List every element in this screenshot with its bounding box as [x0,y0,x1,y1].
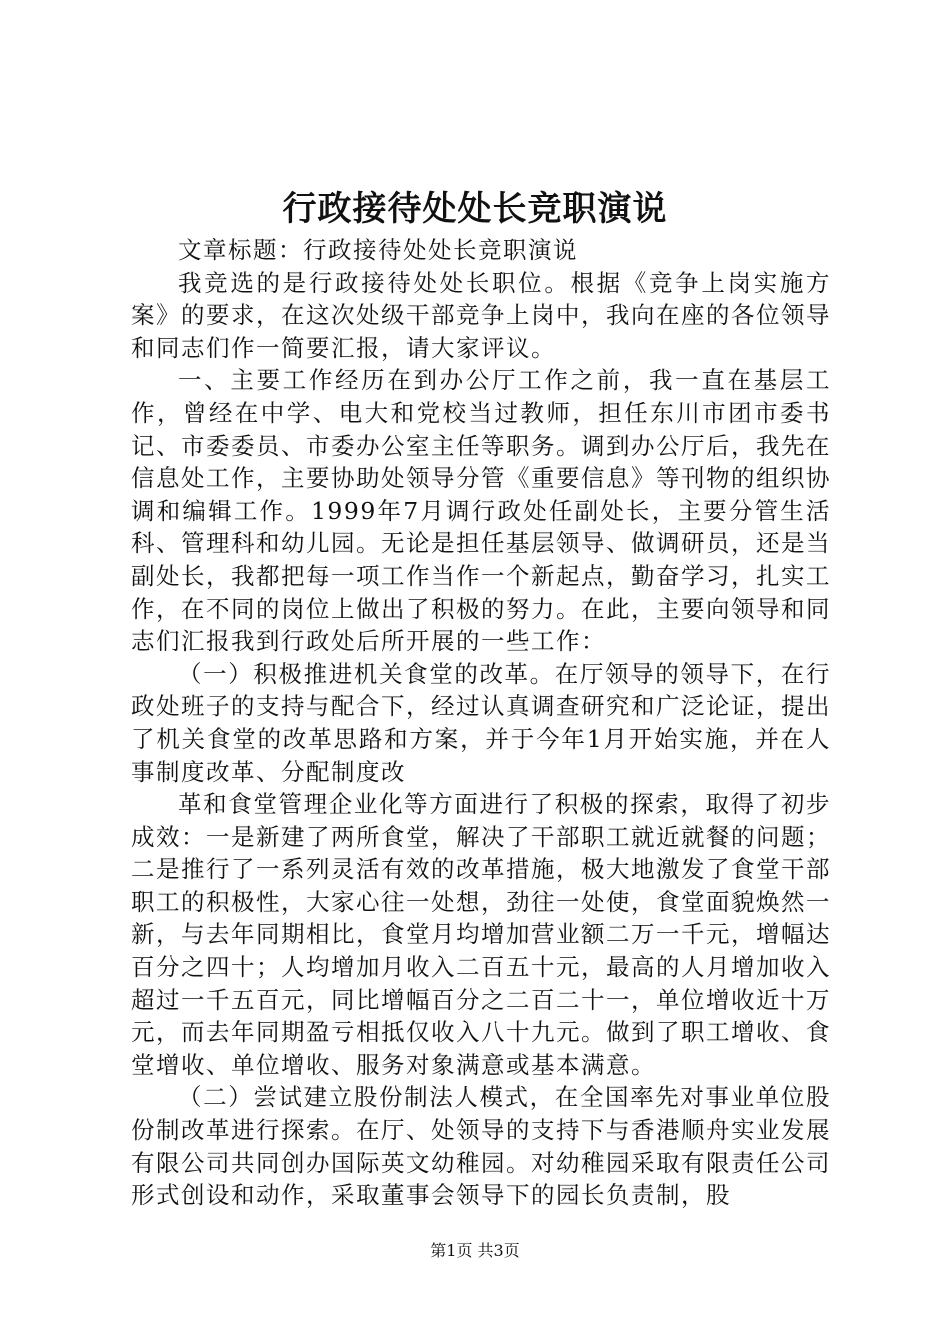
paragraph-article-title: 文章标题：行政接待处处长竞职演说 [178,236,578,264]
paragraph-canteen-reform: （一）积极推进机关食堂的改革。在厅领导的领导下，在行政处班子的支持与配合下，经过认真调查研究和广泛论证，提出了机关食堂的改革思路和方案，并于今年1月开始实施，并在人事制度改革、分配制度改 [131,659,831,786]
paragraph-shareholding-reform: （二）尝试建立股份制法人模式，在全国率先对事业单位股份制改革进行探索。在厅、处领导的支持下与香港顺舟实业发展有限公司共同创办国际英文幼稚园。对幼稚园采取有限责任公司形式创设和动作，采取董事会领导下的园长负责制，股 [131,1083,831,1210]
document-body [131,234,831,1212]
document-title: 行政接待处处长竞职演说 [282,189,668,229]
page-number-footer: 第1页 共3页 [430,1241,520,1260]
paragraph-intro: 我竞选的是行政接待处处长职位。根据《竞争上岗实施方案》的要求，在这次处级干部竞争上岗中，我向在座的各位领导和同志们作一简要汇报，请大家评议。 [131,268,831,362]
paragraph-work-history: 一、主要工作经历在到办公厅工作之前，我一直在基层工作，曾经在中学、电大和党校当过教师，担任东川市团市委书记、市委委员、市委办公室主任等职务。调到办公厅后，我先在信息处工作，主要协助处领导分管《重要信息》等刊物的组织协调和编辑工作。1999年7月调行政处任副处长，主要分管生活科、管理科和幼儿园。无论是担任基层领导、做调研员，还是当副处长，我都把每一项工作当作一个新起点，勤奋学习，扎实工作，在不同的岗位上做出了积极的努力。在此，主要向领导和同志们汇报我到行政处后所开展的一些工作： [131,366,831,656]
paragraph-canteen-results: 革和食堂管理企业化等方面进行了积极的探索，取得了初步成效：一是新建了两所食堂，解决了干部职工就近就餐的问题；二是推行了一系列灵活有效的改革措施，极大地激发了食堂干部职工的积极性，大家心往一处想，劲往一处使，食堂面貌焕然一新，与去年同期相比，食堂月均增加营业额二万一千元，增幅达百分之四十；人均增加月收入二百五十元，最高的人月增加收入超过一千五百元，同比增幅百分之二百二十一，单位增收近十万元，而去年同期盈亏相抵仅收入八十九元。做到了职工增收、食堂增收、单位增收、服务对象满意或基本满意。 [131,790,831,1079]
